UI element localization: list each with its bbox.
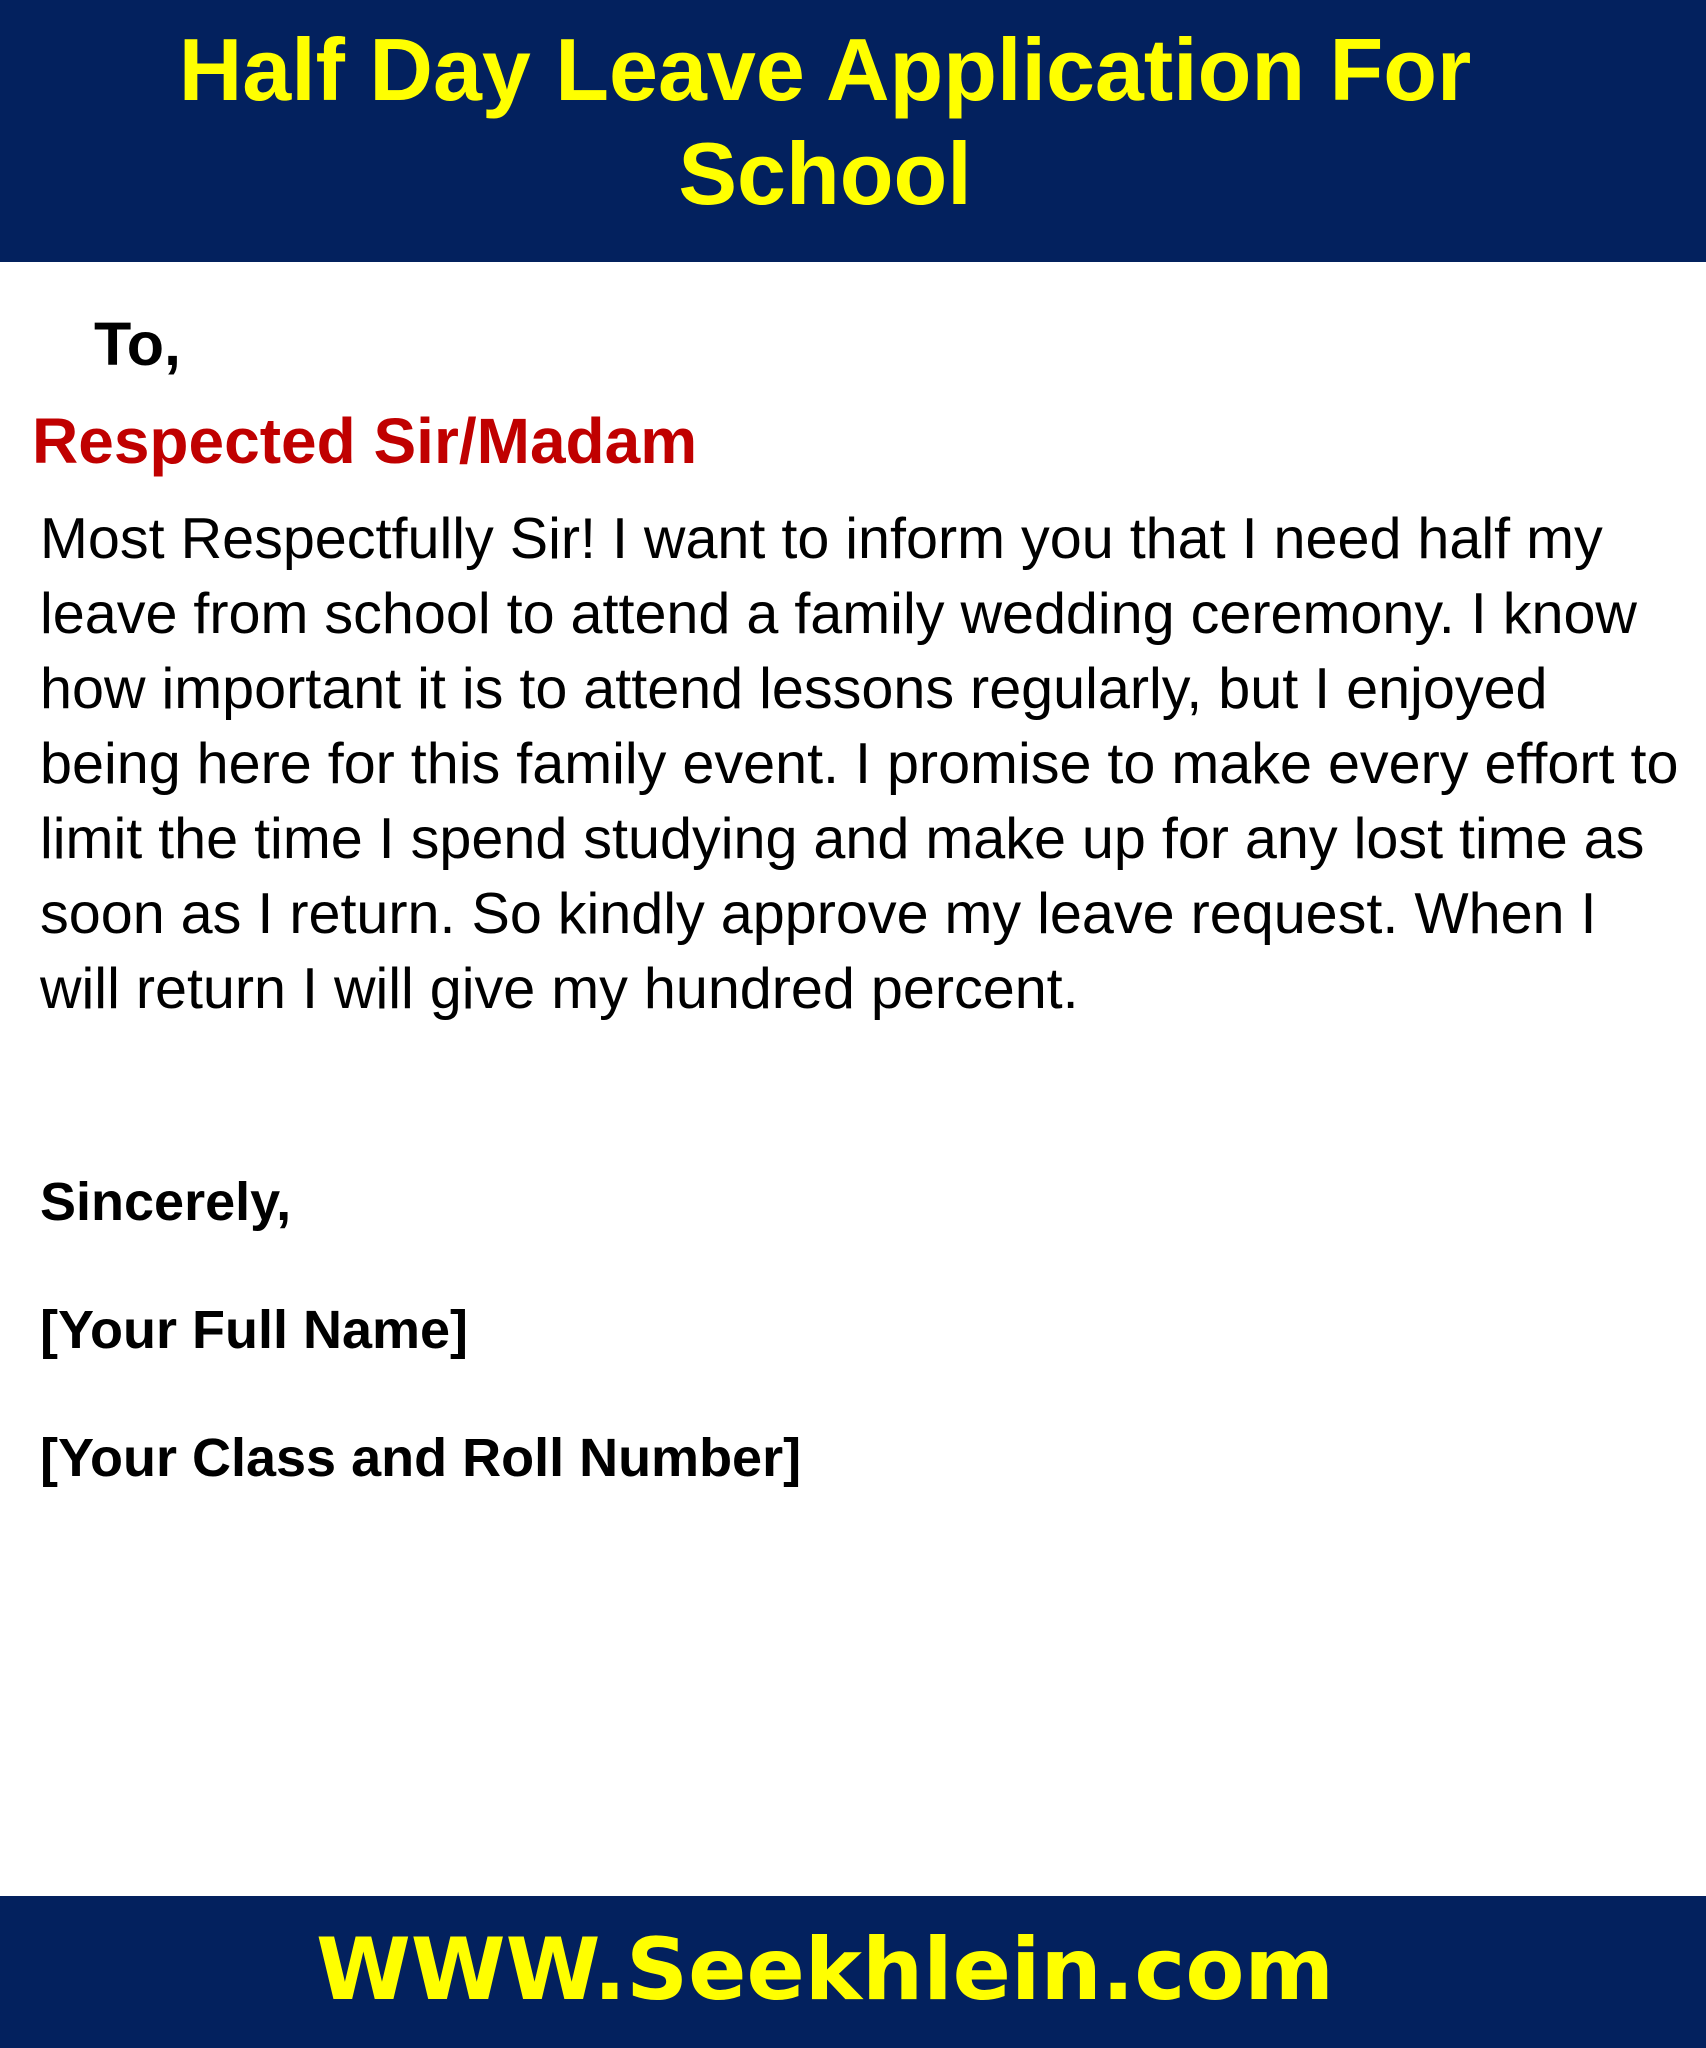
header-banner bbox=[0, 0, 1706, 262]
footer-banner bbox=[0, 1896, 1706, 2048]
letter-salutation: Respected Sir/Madam bbox=[32, 405, 698, 477]
class-roll-placeholder: [Your Class and Roll Number] bbox=[40, 1428, 802, 1488]
website-link[interactable]: WWW.Seekhlein.com bbox=[315, 1920, 1335, 2020]
page-title-line-1: Half Day Leave Application For bbox=[178, 20, 1472, 119]
page-title-line-2: School bbox=[678, 124, 972, 223]
letter-body: Most Respectfully Sir! I want to inform you that I need half my leave from school to attend a family wedding ceremony. I know how important it is to attend lessons regularly, but I enjoyed being here for this family event. I promise to make every effort to limit the time I spend studying and make up for any lost time as soon as I return. So kindly approve my leave request. When I will return I will give my hundred percent. bbox=[40, 507, 1679, 1021]
page-title bbox=[0, 18, 1650, 226]
letter-closing: Sincerely, bbox=[40, 1172, 292, 1232]
name-placeholder: [Your Full Name] bbox=[40, 1300, 469, 1360]
letter-recipient-label: To, bbox=[94, 310, 181, 378]
